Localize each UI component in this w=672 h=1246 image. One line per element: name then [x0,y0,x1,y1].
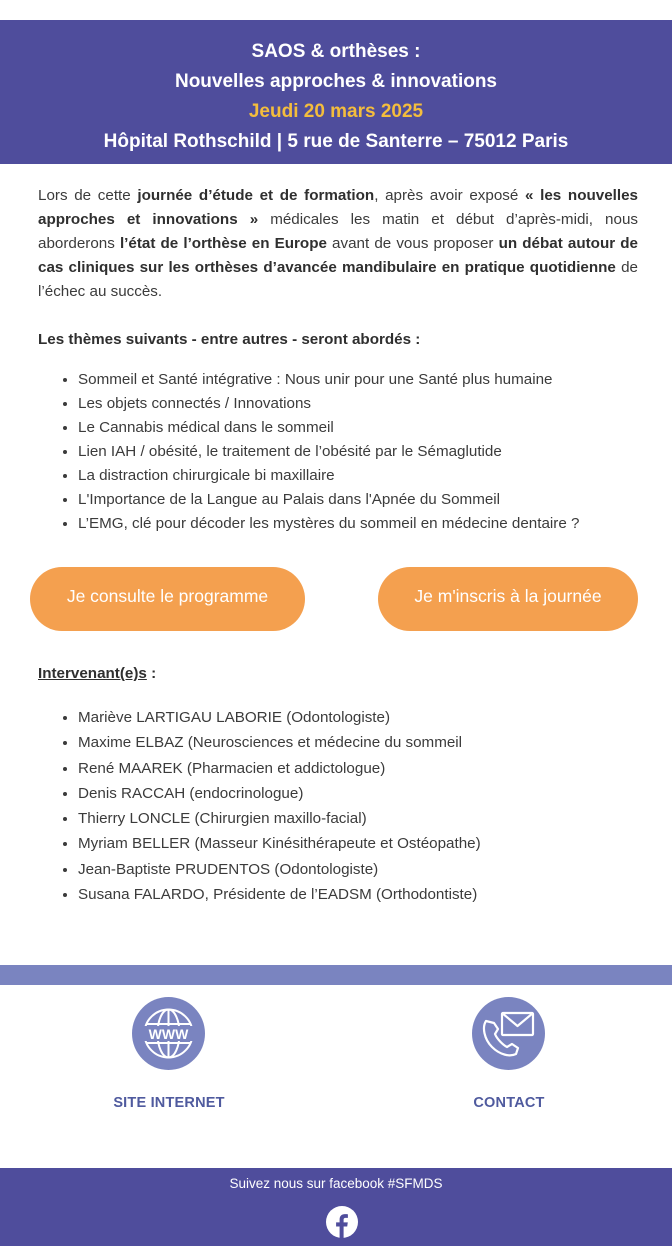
speakers-heading-colon: : [146,665,157,682]
intro-text: médicales les matin et début d’après-midi, nous aborderons [38,211,638,252]
footer [0,1168,672,1246]
list-item: • Jean-Baptiste PRUDENTOS (Odontologiste) [78,857,481,882]
intro-bold: l’état de l’orthèse en Europe [119,235,327,252]
www-glyph: WWW [148,1026,189,1042]
contact-link[interactable]: CONTACT [473,1095,545,1111]
section-divider-band [0,965,672,985]
globe-www-icon [132,997,205,1070]
intro-bold: « les nouvelles approches et innovations » [38,187,638,228]
event-header [0,20,672,164]
list-item: • Myriam BELLER (Masseur Kinésithérapeute et Ostéopathe) [78,831,481,856]
themes-list [38,368,579,536]
list-item: • Susana FALARDO, Présidente de l’EADSM (Orthodontiste) [78,882,481,907]
footer-text: Suivez nous sur facebook #SFMDS [229,1176,443,1191]
list-item: • Le Cannabis médical dans le sommeil [78,416,579,440]
register-button[interactable]: Je m'inscris à la journée [378,567,638,631]
title-line-2: Nouvelles approches & innovations [174,71,498,92]
intro-text: de l’échec au succès. [38,259,638,300]
list-item: • L’EMG, clé pour décoder les mystères du sommeil en médecine dentaire ? [78,512,579,536]
title-line-1: SAOS & orthèses : [251,41,421,62]
list-item: • René MAAREK (Pharmacien et addictologue) [78,756,481,781]
list-item: • Sommeil et Santé intégrative : Nous unir pour une Santé plus humaine [78,368,579,392]
facebook-link[interactable] [326,1206,358,1238]
event-date: Jeudi 20 mars 2025 [248,101,424,122]
list-item: • Maxime ELBAZ (Neurosciences et médecine du sommeil [78,730,481,755]
speakers-heading [38,662,156,686]
event-location: Hôpital Rothschild | 5 rue de Santerre – 75012 Paris [103,131,569,152]
intro-text: avant de vous proposer [326,235,499,252]
contact-icon-button[interactable] [472,997,545,1070]
themes-heading: Les thèmes suivants - entre autres - seront abordés : [38,331,421,348]
intro-text: Lors de cette [38,187,138,204]
speakers-heading-label: Intervenant(e)s [38,665,147,682]
list-item: • Denis RACCAH (endocrinologue) [78,781,481,806]
program-button[interactable]: Je consulte le programme [30,567,305,631]
list-item: • Les objets connectés / Innovations [78,392,579,416]
facebook-icon [326,1206,358,1238]
intro-text: , après avoir exposé [374,187,526,204]
envelope-phone-icon [472,997,545,1070]
speakers-list [38,705,481,907]
list-item: • La distraction chirurgicale bi maxillaire [78,464,579,488]
intro-paragraph [38,184,638,304]
intro-bold: journée d’étude et de formation [137,187,375,204]
list-item: • Lien IAH / obésité, le traitement de l’obésité par le Sémaglutide [78,440,579,464]
list-item: • Thierry LONCLE (Chirurgien maxillo-facial) [78,806,481,831]
website-icon-button[interactable] [132,997,205,1070]
list-item: • Mariève LARTIGAU LABORIE (Odontologiste) [78,705,481,730]
list-item: • L'Importance de la Langue au Palais dans l'Apnée du Sommeil [78,488,579,512]
intro-bold: un débat autour de cas cliniques sur les orthèses d’avancée mandibulaire en pratique quotidienne [38,235,638,276]
website-link[interactable]: SITE INTERNET [113,1095,225,1111]
